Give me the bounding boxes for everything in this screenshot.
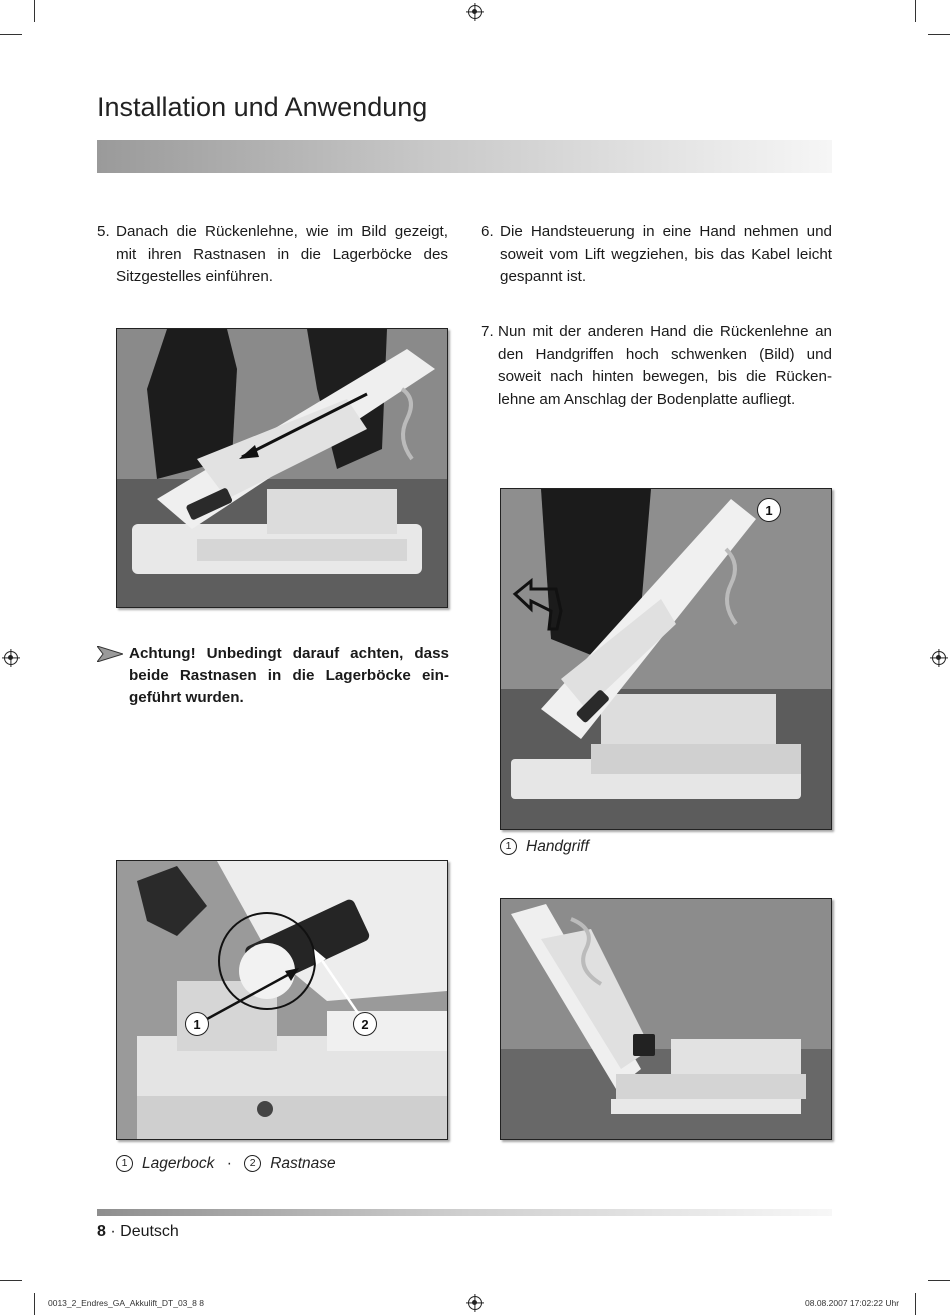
photo-backrest-insertion (116, 328, 448, 608)
crop-mark-bottom-right-h (928, 1280, 950, 1281)
step-6 (481, 221, 832, 289)
crop-mark-top-right (915, 0, 916, 22)
footer-language: · Deutsch (110, 1223, 179, 1240)
caption-separator: · (226, 1155, 232, 1172)
registration-mark-right (932, 651, 946, 665)
caption-handgriff-number: 1 (500, 838, 517, 855)
step-5 (97, 221, 448, 289)
caption-detail-1-number: 1 (116, 1155, 133, 1172)
caption-handgriff (500, 838, 589, 857)
photo-backrest-lift (500, 488, 832, 830)
photo-backrest-laid-back (500, 898, 832, 1140)
caption-detail-2-number: 2 (244, 1155, 261, 1172)
crop-mark-bottom-left (34, 1293, 35, 1315)
title-gradient-bar (97, 140, 832, 173)
photo-detail-illustration (117, 861, 447, 1139)
photo-detail-lagerbock (116, 860, 448, 1140)
warning-arrow-icon (97, 646, 123, 662)
crop-mark-bottom-left-h (0, 1280, 22, 1281)
callout-detail-1: 1 (185, 1012, 209, 1036)
crop-mark-top-right-h (928, 34, 950, 35)
crop-mark-top-left (34, 0, 35, 22)
registration-mark-bottom (468, 1296, 482, 1310)
step-5-text: Danach die Rückenlehne, wie im Bild gezeigt, mit ihren Rastnasen in die Lagerböcke des Sitzgestelles einführen. (116, 223, 448, 285)
photo-backrest-insertion-illustration (117, 329, 447, 607)
registration-mark-top (468, 5, 482, 19)
slug-left: 0013_2_Endres_GA_Akkulift_DT_03_8 8 (48, 1298, 204, 1308)
page-title: Installation und Anwendung (97, 92, 428, 122)
step-6-text: Die Handsteuerung in eine Hand nehmen und soweit vom Lift wegziehen, bis das Kabel leicht gespannt ist. (500, 223, 832, 285)
step-6-number: 6. (481, 223, 494, 240)
crop-mark-bottom-right (915, 1293, 916, 1315)
step-7 (481, 321, 832, 411)
step-7-text: Nun mit der anderen Hand die Rückenlehne an den Handgriffen hoch schwenken (Bild) und soweit nach hinten bewegen, bis die Rücken-lehne am Anschlag der Bodenplatte aufliegt. (498, 323, 832, 408)
registration-mark-left (4, 651, 18, 665)
callout-detail-2: 2 (353, 1012, 377, 1036)
slug-right: 08.08.2007 17:02:22 Uhr (805, 1298, 900, 1308)
photo-backrest-laid-back-illustration (501, 899, 831, 1139)
caption-handgriff-label: Handgriff (526, 838, 589, 855)
step-5-number: 5. (97, 223, 110, 240)
page-footer (97, 1223, 179, 1241)
caption-detail-2-label: Rastnase (270, 1155, 336, 1172)
photo-backrest-lift-illustration (501, 489, 831, 829)
crop-mark-top-left-h (0, 34, 22, 35)
footer-gradient-bar (97, 1209, 832, 1216)
step-7-number: 7. (481, 323, 494, 340)
caption-detail-1-label: Lagerbock (142, 1155, 215, 1172)
page-number: 8 (97, 1223, 106, 1240)
callout-1: 1 (757, 498, 781, 522)
warning-text: Achtung! Unbedingt darauf achten, dass beide Rastnasen in die Lagerböcke ein-geführt wurden. (129, 645, 449, 706)
caption-detail (116, 1155, 336, 1174)
